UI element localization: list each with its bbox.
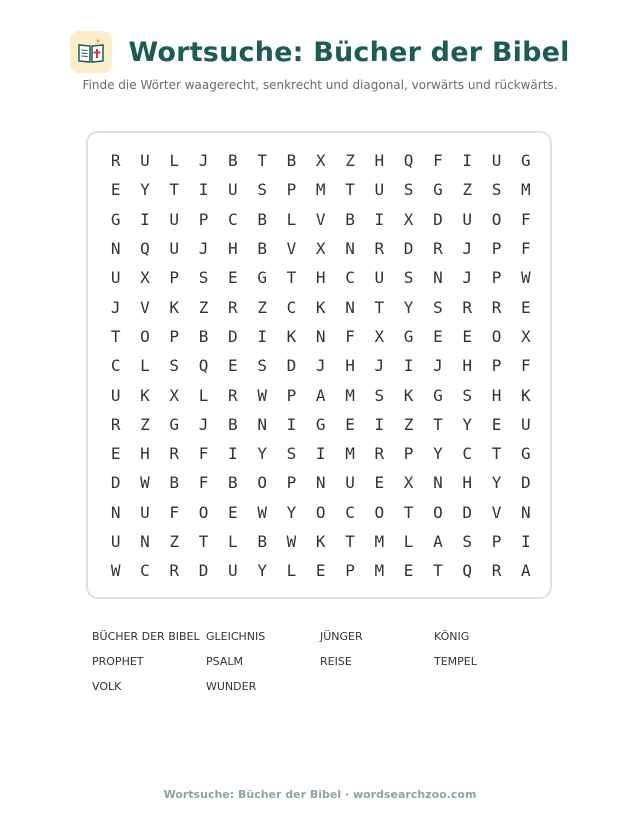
word-list-item: TEMPEL xyxy=(434,655,477,668)
grid-cell[interactable]: W xyxy=(257,385,267,405)
grid-cell[interactable]: J xyxy=(315,356,326,376)
grid-cell[interactable]: U xyxy=(374,180,385,200)
grid-cell[interactable]: G xyxy=(257,268,267,288)
page-header xyxy=(0,28,640,76)
grid-cell[interactable]: T xyxy=(345,532,355,551)
grid-cell[interactable]: H xyxy=(491,385,502,405)
grid-cell[interactable]: X xyxy=(520,326,531,346)
grid-cell[interactable]: D xyxy=(286,356,297,376)
grid-cell[interactable]: J xyxy=(198,151,209,171)
word-list-item: BÜCHER DER BIBEL xyxy=(92,630,200,643)
grid-cell[interactable]: Y xyxy=(257,444,267,464)
grid-cell[interactable]: U xyxy=(110,532,121,551)
grid-cell[interactable]: T xyxy=(374,297,385,317)
grid-cell[interactable]: I xyxy=(462,151,473,171)
word-list xyxy=(92,624,552,699)
grid-cell[interactable]: P xyxy=(286,180,297,200)
grid-cell[interactable]: J xyxy=(198,239,209,259)
grid-cell[interactable]: K xyxy=(520,385,531,405)
grid-cell[interactable]: V xyxy=(491,502,502,522)
grid-cell[interactable]: T xyxy=(110,326,121,346)
grid-cell[interactable]: G xyxy=(520,151,531,171)
grid-cell[interactable]: Y xyxy=(462,414,473,434)
grid-cell[interactable]: N xyxy=(433,473,443,493)
grid-cell[interactable]: P xyxy=(491,532,502,551)
grid-cell[interactable]: P xyxy=(345,561,355,581)
grid-cell[interactable]: G xyxy=(110,209,121,229)
grid-cell[interactable]: J xyxy=(374,356,385,376)
grid-cell[interactable]: Z xyxy=(198,297,209,317)
grid-cell[interactable]: F xyxy=(345,326,355,346)
grid-cell[interactable]: Y xyxy=(286,502,297,522)
grid-cell[interactable]: X xyxy=(403,209,414,229)
grid-cell[interactable]: E xyxy=(491,414,502,434)
grid-cell[interactable]: Y xyxy=(433,444,443,464)
grid-cell[interactable]: P xyxy=(403,444,414,464)
grid-cell[interactable]: M xyxy=(520,180,531,200)
grid-cell[interactable]: R xyxy=(491,297,502,317)
grid-cell[interactable]: U xyxy=(345,473,355,493)
grid-cell[interactable]: G xyxy=(169,414,180,434)
grid-cell[interactable]: A xyxy=(433,532,443,551)
grid-cell[interactable]: E xyxy=(228,268,238,288)
grid-cell[interactable]: U xyxy=(228,561,238,581)
grid-cell[interactable]: C xyxy=(345,502,355,522)
grid-cell[interactable]: L xyxy=(169,151,180,171)
grid-cell[interactable]: R xyxy=(169,444,180,464)
grid-cell[interactable]: R xyxy=(110,414,121,434)
grid-cell[interactable]: G xyxy=(403,326,414,346)
grid-cell[interactable]: B xyxy=(169,473,180,493)
grid-cell[interactable]: V xyxy=(286,239,297,259)
grid-cell[interactable]: S xyxy=(403,268,414,288)
grid-cell[interactable]: E xyxy=(228,356,238,376)
grid-cell[interactable]: K xyxy=(286,326,297,346)
grid-cell[interactable]: T xyxy=(169,180,180,200)
grid-cell[interactable]: P xyxy=(169,268,180,288)
grid-cell[interactable]: I xyxy=(315,444,326,464)
grid-cell[interactable]: W xyxy=(520,268,531,288)
grid-cell[interactable]: W xyxy=(286,532,297,551)
grid-cell[interactable]: D xyxy=(110,473,121,493)
grid-cell[interactable]: X xyxy=(140,268,150,288)
grid-cell[interactable]: C xyxy=(286,297,297,317)
grid-cell[interactable]: K xyxy=(315,532,326,551)
grid-cell[interactable]: J xyxy=(462,268,473,288)
grid-cell[interactable]: K xyxy=(315,297,326,317)
word-list-item: VOLK xyxy=(92,680,122,693)
word-list-item: KÖNIG xyxy=(434,630,470,643)
grid-cell[interactable]: Z xyxy=(257,297,267,317)
grid-cell[interactable]: R xyxy=(433,239,443,259)
grid-cell[interactable]: O xyxy=(315,502,326,522)
grid-cell[interactable]: U xyxy=(169,239,180,259)
grid-cell[interactable]: P xyxy=(286,473,297,493)
grid-cell[interactable]: R xyxy=(491,561,502,581)
grid-cell[interactable]: L xyxy=(286,561,297,581)
grid-cell[interactable]: B xyxy=(257,532,267,551)
grid-cell[interactable]: N xyxy=(433,268,443,288)
grid-cell[interactable]: R xyxy=(110,151,121,171)
grid-cell[interactable]: U xyxy=(520,414,531,434)
grid-cell[interactable]: E xyxy=(433,326,443,346)
grid-cell[interactable]: U xyxy=(462,209,473,229)
grid-cell[interactable]: R xyxy=(374,444,385,464)
grid-cell[interactable]: T xyxy=(433,414,443,434)
grid-cell[interactable]: G xyxy=(315,414,326,434)
grid-cell[interactable]: U xyxy=(169,209,180,229)
grid-cell[interactable]: X xyxy=(169,385,180,405)
grid-cell[interactable]: P xyxy=(491,239,502,259)
grid-cell[interactable]: E xyxy=(403,561,414,581)
grid-cell[interactable]: Y xyxy=(140,180,150,200)
word-list-item: WUNDER xyxy=(206,680,257,693)
grid-cell[interactable]: J xyxy=(462,239,473,259)
word-list-item: PSALM xyxy=(206,655,243,668)
grid-cell[interactable]: L xyxy=(228,532,238,551)
instructions: Finde die Wörter waagerecht, senkrecht und diagonal, vorwärts und rückwärts. xyxy=(82,78,558,92)
grid-cell[interactable]: C xyxy=(345,268,355,288)
grid-cell[interactable]: S xyxy=(257,180,267,200)
grid-cell[interactable]: N xyxy=(140,532,150,551)
grid-cell[interactable]: X xyxy=(315,239,326,259)
grid-cell[interactable]: W xyxy=(110,561,121,581)
grid-cell[interactable]: F xyxy=(520,209,531,229)
grid-cell[interactable]: H xyxy=(374,151,385,171)
grid-cell[interactable]: R xyxy=(462,297,473,317)
grid-cell[interactable]: I xyxy=(228,444,238,464)
grid-cell[interactable]: M xyxy=(345,385,355,405)
grid-cell[interactable]: Y xyxy=(491,473,502,493)
grid-cell[interactable]: G xyxy=(433,180,443,200)
grid-cell[interactable]: R xyxy=(169,561,180,581)
grid-cell[interactable]: T xyxy=(491,444,502,464)
grid-cell[interactable]: E xyxy=(110,444,121,464)
grid-cell[interactable]: U xyxy=(140,502,150,522)
grid-cell[interactable]: Z xyxy=(169,532,180,551)
grid-cell[interactable]: D xyxy=(198,561,209,581)
grid-cell[interactable]: N xyxy=(110,502,121,522)
grid-cell[interactable]: K xyxy=(403,385,414,405)
grid-cell[interactable]: B xyxy=(286,151,297,171)
grid-cell[interactable]: M xyxy=(315,180,326,200)
grid-cell[interactable]: C xyxy=(462,444,473,464)
grid-cell[interactable]: N xyxy=(110,239,121,259)
grid-cell[interactable]: N xyxy=(345,297,355,317)
grid-cell[interactable]: I xyxy=(374,209,385,229)
grid-cell[interactable]: D xyxy=(462,502,473,522)
grid-cell[interactable]: T xyxy=(433,561,443,581)
grid-cell[interactable]: O xyxy=(491,326,502,346)
grid-cell[interactable]: Z xyxy=(403,414,414,434)
grid-cell[interactable]: H xyxy=(462,356,473,376)
grid-cell[interactable]: S xyxy=(462,532,473,551)
grid-cell[interactable]: Z xyxy=(140,414,150,434)
grid-cell[interactable]: C xyxy=(228,209,238,229)
grid-cell[interactable]: B xyxy=(228,473,238,493)
grid-cell[interactable]: T xyxy=(403,502,414,522)
grid-cell[interactable]: G xyxy=(433,385,443,405)
grid-cell[interactable]: H xyxy=(315,268,326,288)
grid-cell[interactable]: P xyxy=(169,326,180,346)
grid-cell[interactable]: X xyxy=(374,326,385,346)
grid-cell[interactable]: B xyxy=(345,209,355,229)
grid-cell[interactable]: R xyxy=(228,385,238,405)
grid-cell[interactable]: I xyxy=(403,356,414,376)
grid-cell[interactable]: T xyxy=(345,180,355,200)
grid-cell[interactable]: E xyxy=(228,502,238,522)
grid-cell[interactable]: S xyxy=(403,180,414,200)
page-footer: Wortsuche: Bücher der Bibel · wordsearchzoo.com xyxy=(163,788,477,801)
grid-cell[interactable]: T xyxy=(198,532,209,551)
grid-cell[interactable]: D xyxy=(228,326,238,346)
letter-grid xyxy=(101,146,540,585)
grid-cell[interactable]: D xyxy=(520,473,531,493)
grid-cell[interactable]: L xyxy=(198,385,209,405)
grid-cell[interactable]: E xyxy=(520,297,531,317)
grid-cell[interactable]: X xyxy=(315,151,326,171)
grid-cell[interactable]: K xyxy=(140,385,150,405)
grid-cell[interactable]: K xyxy=(169,297,180,317)
grid-cell[interactable]: Y xyxy=(403,297,414,317)
grid-cell[interactable]: S xyxy=(462,385,473,405)
grid-cell[interactable]: M xyxy=(374,532,385,551)
word-list-item: PROPHET xyxy=(92,655,144,668)
grid-cell[interactable]: S xyxy=(491,180,502,200)
grid-cell[interactable]: X xyxy=(403,473,414,493)
grid-cell[interactable]: O xyxy=(374,502,385,522)
word-list-item: REISE xyxy=(320,655,352,668)
grid-cell[interactable]: J xyxy=(110,297,121,317)
grid-cell[interactable]: H xyxy=(462,473,473,493)
grid-cell[interactable]: S xyxy=(198,268,209,288)
grid-cell[interactable]: N xyxy=(315,326,326,346)
grid-cell[interactable]: N xyxy=(520,502,531,522)
grid-cell[interactable]: S xyxy=(286,444,297,464)
grid-cell[interactable]: F xyxy=(198,473,209,493)
grid-cell[interactable]: U xyxy=(110,385,121,405)
grid-cell[interactable]: F xyxy=(198,444,209,464)
grid-cell[interactable]: P xyxy=(286,385,297,405)
grid-cell[interactable]: I xyxy=(520,532,531,551)
grid-cell[interactable]: P xyxy=(491,356,502,376)
word-list-item: GLEICHNIS xyxy=(206,630,266,643)
grid-cell[interactable]: P xyxy=(198,209,209,229)
grid-cell[interactable]: E xyxy=(345,414,355,434)
grid-cell[interactable]: F xyxy=(433,151,443,171)
grid-cell[interactable]: H xyxy=(140,444,150,464)
grid-cell[interactable]: W xyxy=(140,473,150,493)
grid-cell[interactable]: R xyxy=(228,297,238,317)
grid-cell[interactable]: N xyxy=(315,473,326,493)
grid-cell[interactable]: N xyxy=(257,414,267,434)
grid-cell[interactable]: V xyxy=(315,209,326,229)
grid-cell[interactable]: O xyxy=(198,502,209,522)
grid-cell[interactable]: L xyxy=(286,209,297,229)
grid-cell[interactable]: H xyxy=(228,239,238,259)
grid-cell[interactable]: B xyxy=(228,414,238,434)
grid-cell[interactable]: I xyxy=(374,414,385,434)
word-list-item: JÜNGER xyxy=(320,630,363,643)
grid-cell[interactable]: O xyxy=(433,502,443,522)
grid-cell[interactable]: U xyxy=(110,268,121,288)
grid-cell[interactable]: D xyxy=(433,209,443,229)
grid-cell[interactable]: J xyxy=(198,414,209,434)
page-title: Wortsuche: Bücher der Bibel xyxy=(128,36,570,68)
grid-cell[interactable]: S xyxy=(257,356,267,376)
grid-cell[interactable]: Q xyxy=(403,151,414,171)
grid-cell[interactable]: U xyxy=(491,151,502,171)
open-book-icon xyxy=(70,31,112,73)
grid-cell[interactable]: T xyxy=(257,151,267,171)
grid-cell[interactable]: I xyxy=(257,326,267,346)
grid-cell[interactable]: E xyxy=(110,180,121,200)
grid-cell[interactable]: I xyxy=(286,414,297,434)
grid-cell[interactable]: O xyxy=(257,473,267,493)
grid-cell[interactable]: B xyxy=(257,209,267,229)
grid-cell[interactable]: U xyxy=(374,268,385,288)
grid-cell[interactable]: C xyxy=(110,356,121,376)
grid-cell[interactable]: W xyxy=(257,502,267,522)
grid-cell[interactable]: E xyxy=(374,473,385,493)
grid-cell[interactable]: E xyxy=(462,326,473,346)
grid-cell[interactable]: B xyxy=(198,326,209,346)
grid-cell[interactable]: B xyxy=(257,239,267,259)
grid-cell[interactable]: M xyxy=(374,561,385,581)
grid-cell[interactable]: Q xyxy=(198,356,209,376)
grid-cell[interactable]: R xyxy=(374,239,385,259)
grid-cell[interactable]: S xyxy=(433,297,443,317)
grid-cell[interactable]: F xyxy=(169,502,180,522)
grid-cell[interactable]: U xyxy=(140,151,150,171)
grid-cell[interactable]: U xyxy=(228,180,238,200)
grid-cell[interactable]: Q xyxy=(462,561,473,581)
grid-cell[interactable]: O xyxy=(491,209,502,229)
grid-cell[interactable]: M xyxy=(345,444,355,464)
grid-cell[interactable]: Z xyxy=(345,151,355,171)
grid-cell[interactable]: L xyxy=(403,532,414,551)
grid-cell[interactable]: F xyxy=(520,239,531,259)
grid-cell[interactable]: C xyxy=(140,561,150,581)
grid-cell[interactable]: O xyxy=(140,326,150,346)
grid-cell[interactable]: V xyxy=(140,297,150,317)
grid-cell[interactable]: S xyxy=(169,356,180,376)
grid-cell[interactable]: G xyxy=(520,444,531,464)
grid-cell[interactable]: A xyxy=(520,561,531,581)
grid-cell[interactable]: F xyxy=(520,356,531,376)
grid-cell[interactable]: L xyxy=(140,356,150,376)
grid-cell[interactable]: D xyxy=(403,239,414,259)
grid-cell[interactable]: H xyxy=(345,356,355,376)
grid-cell[interactable]: E xyxy=(315,561,326,581)
grid-cell[interactable]: B xyxy=(228,151,238,171)
grid-cell[interactable]: I xyxy=(140,209,150,229)
grid-cell[interactable]: Y xyxy=(257,561,267,581)
grid-cell[interactable]: J xyxy=(433,356,443,376)
grid-cell[interactable]: I xyxy=(198,180,209,200)
grid-cell[interactable]: Z xyxy=(462,180,473,200)
grid-cell[interactable]: Q xyxy=(140,239,150,259)
grid-cell[interactable]: P xyxy=(491,268,502,288)
grid-cell[interactable]: S xyxy=(374,385,385,405)
grid-cell[interactable]: T xyxy=(286,268,297,288)
grid-cell[interactable]: A xyxy=(315,385,326,405)
grid-cell[interactable]: N xyxy=(345,239,355,259)
